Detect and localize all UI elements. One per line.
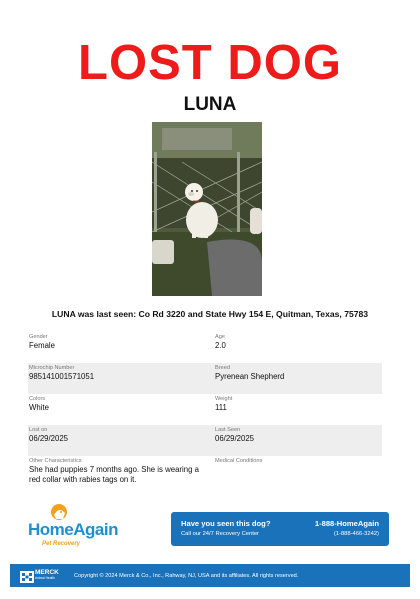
- homeagain-wordmark: HomeAgain: [28, 520, 118, 539]
- microchip-cell: [28, 363, 205, 394]
- age-value: 2.0: [215, 341, 226, 350]
- last-seen-date-cell: [205, 425, 382, 456]
- gender-value: Female: [29, 341, 55, 350]
- lost-on-cell: [28, 425, 205, 456]
- other-characteristics-value: She had puppies 7 months ago. She is wearing a red collar with rabies tags on it.: [29, 465, 199, 484]
- cta-phone-number[interactable]: (1-888-466-3242): [333, 531, 379, 537]
- last-seen-location: LUNA was last seen: Co Rd 3220 and State Hwy 154 E, Quitman, Texas, 75783: [51, 309, 369, 319]
- medical-conditions-label: Medical Conditions: [215, 458, 263, 464]
- breed-value: Pyrenean Shepherd: [215, 372, 285, 381]
- lost-on-label: Lost on: [29, 427, 48, 433]
- details-row: [28, 425, 382, 456]
- last-seen-date-value: 06/29/2025: [215, 434, 255, 443]
- lost-on-value: 06/29/2025: [29, 434, 69, 443]
- medical-conditions-cell: [205, 456, 382, 504]
- weight-cell: [205, 394, 382, 425]
- dog-photo: [152, 122, 262, 296]
- cta-phone-word[interactable]: 1-888-HomeAgain: [314, 519, 379, 528]
- age-cell: [205, 332, 382, 363]
- details-row: [28, 332, 382, 363]
- details-grid: [28, 332, 382, 504]
- breed-cell: [205, 363, 382, 394]
- colors-label: Colors: [29, 396, 46, 402]
- recovery-call-banner[interactable]: [171, 512, 389, 546]
- details-row: [28, 394, 382, 425]
- age-label: Age: [215, 334, 225, 340]
- footer-bar: [10, 564, 410, 587]
- colors-value: White: [29, 403, 49, 412]
- cta-title: Have you seen this dog?: [181, 519, 271, 528]
- last-seen-date-label: Last Seen: [215, 427, 241, 433]
- merck-wordmark: MERCK: [35, 569, 59, 576]
- details-row: [28, 456, 382, 504]
- gender-cell: [28, 332, 205, 363]
- gender-label: Gender: [29, 334, 48, 340]
- weight-label: Weight: [215, 396, 233, 402]
- merck-subtext: Animal Health: [35, 576, 55, 580]
- dog-name: LUNA: [183, 94, 237, 115]
- microchip-label: Microchip Number: [29, 365, 75, 371]
- breed-label: Breed: [215, 365, 230, 371]
- flyer-title: LOST DOG: [78, 36, 342, 90]
- cta-subtitle: Call our 24/7 Recovery Center: [181, 531, 259, 537]
- weight-value: 111: [215, 403, 227, 412]
- colors-cell: [28, 394, 205, 425]
- copyright-text: Copyright © 2024 Merck & Co., Inc., Rahway, NJ, USA and its affiliates. All rights reserved.: [74, 573, 299, 579]
- other-characteristics-label: Other Characteristics: [29, 458, 82, 464]
- merck-mark-icon: [20, 571, 34, 583]
- other-characteristics-cell: [28, 456, 205, 504]
- homeagain-tagline: Pet Recovery: [42, 541, 81, 547]
- details-row: [28, 363, 382, 394]
- microchip-value: 985141001571051: [29, 372, 95, 381]
